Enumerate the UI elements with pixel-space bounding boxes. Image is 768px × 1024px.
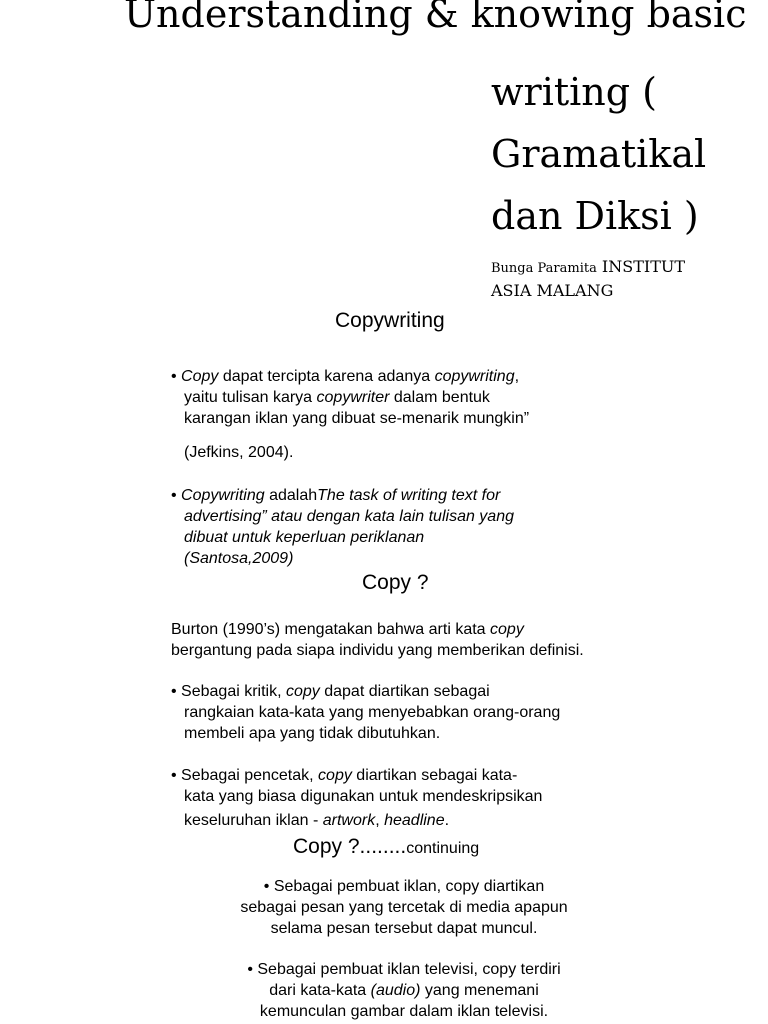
title-line-4: dan Diksi ) bbox=[491, 194, 699, 238]
text: yang menemani bbox=[420, 982, 539, 999]
text: membeli apa yang tidak dibutuhkan. bbox=[184, 725, 441, 742]
copy-cont-bullet-pembuat-iklan bbox=[204, 876, 604, 939]
text: • Sebagai kritik, bbox=[171, 683, 286, 700]
text: diartikan sebagai kata- bbox=[351, 767, 518, 784]
text: sebagai pesan yang tercetak di media apapun bbox=[240, 899, 568, 916]
copy-bullet-kritik bbox=[171, 681, 611, 744]
title-line-2: writing ( bbox=[491, 70, 657, 114]
author-name: Bunga Paramita bbox=[491, 261, 597, 276]
text: . bbox=[444, 812, 450, 829]
section-heading-copy: Copy ? bbox=[362, 571, 429, 594]
text: dapat tercipta karena adanya bbox=[218, 368, 435, 385]
quote-text: dibuat untuk keperluan periklanan bbox=[184, 529, 425, 546]
copy-cont-bullet-televisi bbox=[204, 959, 604, 1022]
section-heading-copywriting: Copywriting bbox=[335, 309, 445, 332]
quote-text: The task of writing text for bbox=[317, 487, 501, 504]
text: bergantung pada siapa individu yang memberikan definisi. bbox=[171, 642, 584, 659]
term-audio: (audio) bbox=[370, 982, 421, 999]
text: yaitu tulisan karya bbox=[184, 389, 317, 406]
author-institution-a: INSTITUT bbox=[596, 257, 686, 276]
heading-suffix: continuing bbox=[406, 840, 480, 857]
text: kemunculan gambar dalam iklan televisi. bbox=[259, 1003, 549, 1020]
term-copywriter: copywriter bbox=[316, 389, 390, 406]
text: • Sebagai pembuat iklan televisi, copy terdiri bbox=[247, 961, 561, 978]
title-line-3: Gramatikal bbox=[491, 132, 707, 176]
bullet-marker: • bbox=[171, 487, 182, 504]
text: , bbox=[375, 812, 385, 829]
citation-santosa: (Santosa,2009) bbox=[184, 550, 294, 567]
text: karangan iklan yang dibuat se-menarik mungkin” bbox=[184, 410, 530, 427]
text: rangkaian kata-kata yang menyebabkan orang-orang bbox=[184, 704, 561, 721]
text: dapat diartikan sebagai bbox=[319, 683, 490, 700]
text: , bbox=[514, 368, 520, 385]
author-institution-b: ASIA MALANG bbox=[491, 281, 614, 300]
citation-jefkins: (Jefkins, 2004). bbox=[184, 444, 294, 461]
heading-main: Copy ?........ bbox=[293, 835, 407, 858]
title-line-1: Understanding & knowing basic bbox=[124, 0, 747, 36]
text: selama pesan tersebut dapat muncul. bbox=[270, 920, 538, 937]
term-copywriting: Copywriting bbox=[181, 487, 265, 504]
copywriting-bullet-1 bbox=[171, 366, 591, 429]
term-headline: headline bbox=[384, 812, 445, 829]
text: • Sebagai pencetak, bbox=[171, 767, 319, 784]
term-copy: copy bbox=[318, 767, 352, 784]
text: adalah bbox=[264, 487, 318, 504]
text: dalam bentuk bbox=[389, 389, 490, 406]
term-copy: copy bbox=[490, 621, 524, 638]
copywriting-bullet-2 bbox=[171, 485, 591, 569]
term-copy: copy bbox=[285, 683, 320, 700]
term-copy: Copy bbox=[181, 368, 219, 385]
copy-paragraph-burton bbox=[171, 619, 641, 661]
term-copywriting: copywriting bbox=[434, 368, 515, 385]
text: keseluruhan iklan - bbox=[184, 812, 323, 829]
bullet-marker: • bbox=[171, 368, 182, 385]
section-heading-copy-continuing bbox=[293, 835, 479, 859]
copy-bullet-pencetak bbox=[171, 765, 611, 831]
term-artwork: artwork bbox=[322, 812, 376, 829]
author-block bbox=[491, 256, 731, 302]
text: • Sebagai pembuat iklan, copy diartikan bbox=[263, 878, 545, 895]
text: Burton (1990’s) mengatakan bahwa arti kata bbox=[171, 621, 491, 638]
text: dari kata-kata bbox=[269, 982, 371, 999]
quote-text: advertising” atau dengan kata lain tulisan yang bbox=[184, 508, 514, 525]
text: kata yang biasa digunakan untuk mendeskripsikan bbox=[184, 788, 543, 805]
